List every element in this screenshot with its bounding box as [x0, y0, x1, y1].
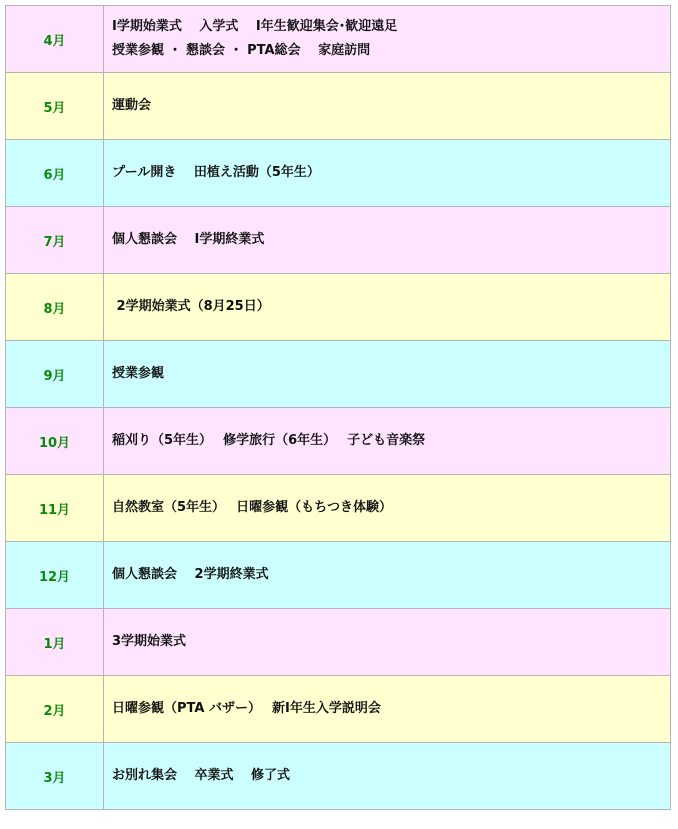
- event-line: プール開き 田植え活動（5年生）: [112, 165, 320, 180]
- month-cell: 2月: [6, 676, 104, 743]
- event-line: 授業参観 ・ 懇談会 ・ PTA総会 家庭訪問: [112, 43, 371, 58]
- month-cell: 6月: [6, 140, 104, 207]
- month-cell: 8月: [6, 274, 104, 341]
- events-cell: [104, 475, 671, 542]
- event-line: 日曜参観（PTA バザー） 新Ⅰ年生入学説明会: [112, 701, 381, 716]
- month-cell: 4月: [6, 6, 104, 73]
- event-line: 個人懇談会 Ⅰ学期終業式: [112, 232, 265, 247]
- events-cell: [104, 6, 671, 73]
- month-cell: 1月: [6, 609, 104, 676]
- events-cell: [104, 207, 671, 274]
- month-cell: 3月: [6, 743, 104, 810]
- events-cell: [104, 676, 671, 743]
- table-row: [6, 73, 671, 140]
- event-line: 授業参観: [112, 366, 165, 381]
- events-cell: [104, 542, 671, 609]
- month-cell: 9月: [6, 341, 104, 408]
- table-row: [6, 140, 671, 207]
- event-line: お別れ集会 卒業式 修了式: [112, 768, 291, 783]
- school-schedule-table: [5, 5, 671, 810]
- month-cell: 10月: [6, 408, 104, 475]
- events-cell: [104, 274, 671, 341]
- event-line: 稲刈り（5年生） 修学旅行（6年生） 子ども音楽祭: [112, 433, 426, 448]
- table-row: [6, 743, 671, 810]
- month-cell: 11月: [6, 475, 104, 542]
- table-row: [6, 609, 671, 676]
- event-line: Ⅰ学期始業式 入学式 Ⅰ年生歓迎集会･歓迎遠足: [112, 19, 398, 34]
- table-row: [6, 274, 671, 341]
- event-line: 運動会: [112, 98, 152, 113]
- month-cell: 5月: [6, 73, 104, 140]
- month-cell: 7月: [6, 207, 104, 274]
- events-cell: [104, 341, 671, 408]
- events-cell: [104, 609, 671, 676]
- table-row: [6, 207, 671, 274]
- events-cell: [104, 408, 671, 475]
- table-row: [6, 676, 671, 743]
- table-row: [6, 341, 671, 408]
- events-cell: [104, 73, 671, 140]
- event-line: 個人懇談会 2学期終業式: [112, 567, 269, 582]
- table-row: [6, 408, 671, 475]
- table-row: [6, 475, 671, 542]
- event-line: 2学期始業式（8月25日）: [112, 299, 270, 314]
- month-cell: 12月: [6, 542, 104, 609]
- event-line: 3学期始業式: [112, 634, 187, 649]
- table-row: [6, 6, 671, 73]
- events-cell: [104, 140, 671, 207]
- events-cell: [104, 743, 671, 810]
- event-line: 自然教室（5年生） 日曜参観（もちつき体験）: [112, 500, 392, 515]
- table-row: [6, 542, 671, 609]
